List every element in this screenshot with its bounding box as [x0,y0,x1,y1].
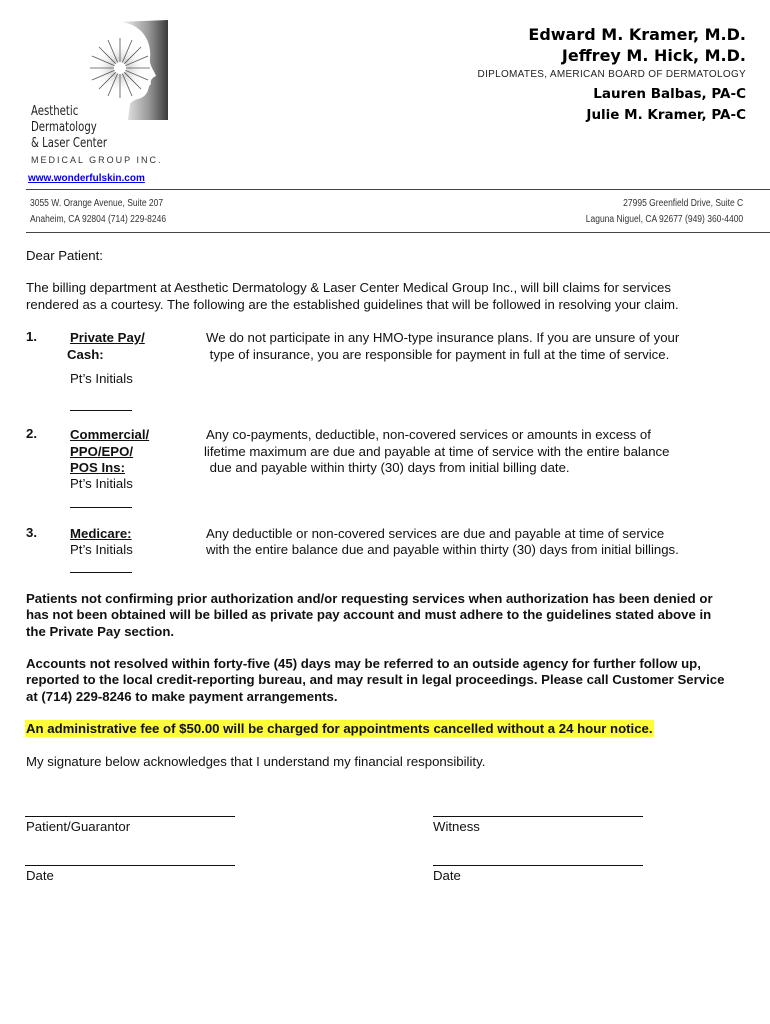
witness-date-label: Date [433,868,461,883]
starburst-face-logo-icon [78,20,168,120]
address-right-line-2: Laguna Niguel, CA 92677 (949) 360-4400 [585,214,743,225]
header-divider-bottom [26,232,770,233]
item-2-initials-field[interactable] [70,506,132,508]
brand-name-line-3: & Laser Center [31,136,108,151]
witness-label: Witness [433,819,480,834]
item-2-title-line-2: PPO/EPO/ [70,444,134,459]
authorization-line-1: Patients not confirming prior authorization and/or requesting services when authorization has been denied or [26,591,713,606]
item-3-number: 3. [26,525,37,540]
item-1-desc-line-2: type of insurance, you are responsible for payment in full at the time of service. [206,347,670,362]
item-1-initials-label: Pt’s Initials [70,371,133,386]
pa-name-2: Julie M. Kramer, PA-C [586,107,746,123]
intro-line-1: The billing department at Aesthetic Dermatology & Laser Center Medical Group Inc., will bill claims for services [26,280,671,295]
item-3-desc-line-1: Any deductible or non-covered services are due and payable at time of service [206,526,665,541]
collections-line-2: reported to the local credit-reporting bureau, and may result in legal proceedings. Please call Customer Service [26,672,725,687]
brand-subtitle: MEDICAL GROUP INC. [31,155,163,165]
brand-name-line-1: Aesthetic [31,104,79,119]
doctor-name-1: Edward M. Kramer, M.D. [528,25,746,44]
item-2-title-line-3: POS Ins: [70,460,125,475]
item-2-title-line-1: Commercial/ [70,427,150,442]
item-1-initials-field[interactable] [70,409,132,411]
brand-name-line-2: Dermatology [31,120,97,135]
witness-date-field[interactable] [433,864,643,866]
pa-name-1: Lauren Balbas, PA-C [593,86,746,102]
item-2-desc-line-1: Any co-payments, deductible, non-covered services or amounts in excess of [206,427,651,442]
witness-signature-field[interactable] [433,815,643,817]
item-1-desc-line-1: We do not participate in any HMO-type insurance plans. If you are unsure of your [206,330,680,345]
item-3-initials-label: Pt’s Initials [70,542,133,557]
header-divider-top [26,189,770,190]
item-3-desc-line-2: with the entire balance due and payable within thirty (30) days from initial billings. [206,542,679,557]
address-left-line-1: 3055 W. Orange Avenue, Suite 207 [30,198,164,209]
item-2-initials-label: Pt’s Initials [70,476,133,491]
physician-list [478,24,746,126]
address-right-line-1: 27995 Greenfield Drive, Suite C [622,198,743,209]
patient-date-label: Date [26,868,54,883]
item-3-title-line-1: Medicare: [70,526,132,541]
greeting: Dear Patient: [26,248,103,263]
item-2-desc-line-2: lifetime maximum are due and payable at time of service with the entire balance [204,444,670,459]
cancellation-fee-notice: An administrative fee of $50.00 will be charged for appointments cancelled without a 24 hour notice. [26,721,653,736]
acknowledgement-text: My signature below acknowledges that I understand my financial responsibility. [26,754,486,769]
website-link[interactable]: www.wonderfulskin.com [28,173,145,184]
collections-line-3: at (714) 229-8246 to make payment arrangements. [26,689,338,704]
patient-signature-field[interactable] [25,815,235,817]
item-1-title-line-1: Private Pay/ [70,330,145,345]
board-certification: DIPLOMATES, AMERICAN BOARD OF DERMATOLOGY [477,69,746,80]
item-1-number: 1. [26,329,37,344]
authorization-line-3: the Private Pay section. [26,624,175,639]
address-left-line-2: Anaheim, CA 92804 (714) 229-8246 [30,214,167,225]
patient-guarantor-label: Patient/Guarantor [26,819,131,834]
item-3-initials-field[interactable] [70,571,132,573]
item-1-title-line-2: Cash: [67,347,104,362]
intro-line-2: rendered as a courtesy. The following are the established guidelines that will be followed in resolving your claim. [26,297,679,312]
item-2-desc-line-3: due and payable within thirty (30) days from initial billing date. [206,460,570,475]
patient-date-field[interactable] [25,864,235,866]
item-2-number: 2. [26,426,37,441]
collections-line-1: Accounts not resolved within forty-five (45) days may be referred to an outside agency for further follow up, [26,656,701,671]
doctor-name-2: Jeffrey M. Hick, M.D. [561,46,746,65]
authorization-line-2: has not been obtained will be billed as private pay account and must adhere to the guidelines stated above in [26,607,712,622]
